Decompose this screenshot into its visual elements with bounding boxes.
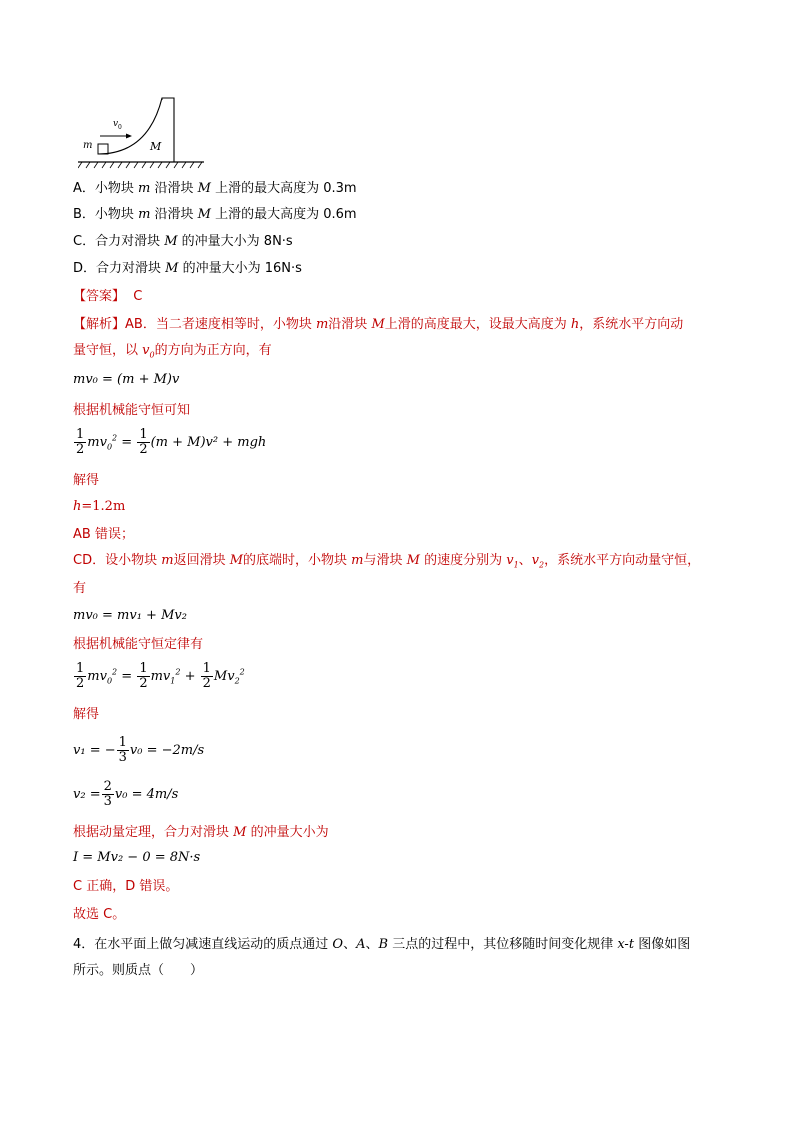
solve-text: 解得 <box>73 473 100 488</box>
label-m: m <box>83 140 93 151</box>
h-result: h=1.2m <box>73 499 126 514</box>
impulse-text: 根据动量定理，合力对滑块 M 的冲量大小为 <box>73 825 329 840</box>
equation-v1: v₁ = − $\frac{1}{3}$ v₀ = −2m/s <box>73 735 205 765</box>
label-v0: v <box>113 119 119 129</box>
equation-v2: v₂ = $\frac{2}{3}$ v₀ = 4m/s <box>73 779 179 809</box>
option-d: D．合力对滑块 M 的冲量大小为 16N·s <box>73 261 302 276</box>
equation-momentum: mv₀ = (m + M)v <box>73 372 180 387</box>
equation-energy-2: $\frac{1}{2}$ $mv_0^2$ = $\frac{1}{2}$ $mv_1^2$ + $\frac{1}{2}$ $Mv_2^2$ <box>76 661 245 691</box>
slide-figure <box>78 96 208 170</box>
answer-value: C <box>133 289 143 304</box>
analysis-line-1: 【解析】AB．当二者速度相等时，小物块 m沿滑块 M上滑的高度最大，设最大高度为 h，系统水平方向动 <box>73 317 684 332</box>
energy-text: 根据机械能守恒可知 <box>73 403 191 418</box>
equation-impulse: I = Mv₂ − 0 = 8N·s <box>73 850 201 865</box>
solve-text-2: 解得 <box>73 707 100 722</box>
cd-line-1: CD．设小物块 m返回滑块 M的底端时，小物块 m与滑块 M 的速度分别为 $v_1$、$v_2$，系统水平方向动量守恒， <box>73 553 701 570</box>
answer-line <box>73 288 142 306</box>
block-m <box>98 144 108 154</box>
option-b: B．小物块 m 沿滑块 M 上滑的最大高度为 0.6m <box>73 207 357 222</box>
answer-label: 【答案】 <box>73 289 126 304</box>
energy-law-text: 根据机械能守恒定律有 <box>73 637 204 652</box>
option-c: C．合力对滑块 M 的冲量大小为 8N·s <box>73 234 293 249</box>
equation-energy: $\frac{1}{2}$ $mv_0^2$ = $\frac{1}{2}$ (m + M)v² + mgh <box>76 427 267 457</box>
option-a: A．小物块 m 沿滑块 M 上滑的最大高度为 0.3m <box>73 181 357 196</box>
analysis-line-2: 量守恒，以 $v_0$的方向为正方向，有 <box>73 343 272 360</box>
choose-c: 故选 C。 <box>73 907 126 922</box>
c-correct: C 正确，D 错误。 <box>73 879 179 894</box>
question-4-line-2: 所示。则质点（ ） <box>73 963 204 978</box>
cd-line-2: 有 <box>73 581 87 596</box>
ab-wrong: AB 错误； <box>73 527 134 542</box>
label-M: M <box>150 140 162 153</box>
equation-momentum-2: mv₀ = mv₁ + Mv₂ <box>73 608 187 623</box>
label-v0-sub: 0 <box>118 124 122 131</box>
question-4-line-1: 4．在水平面上做匀减速直线运动的质点通过 O、A、B 三点的过程中，其位移随时间变化规律 x-t 图像如图 <box>73 937 691 952</box>
